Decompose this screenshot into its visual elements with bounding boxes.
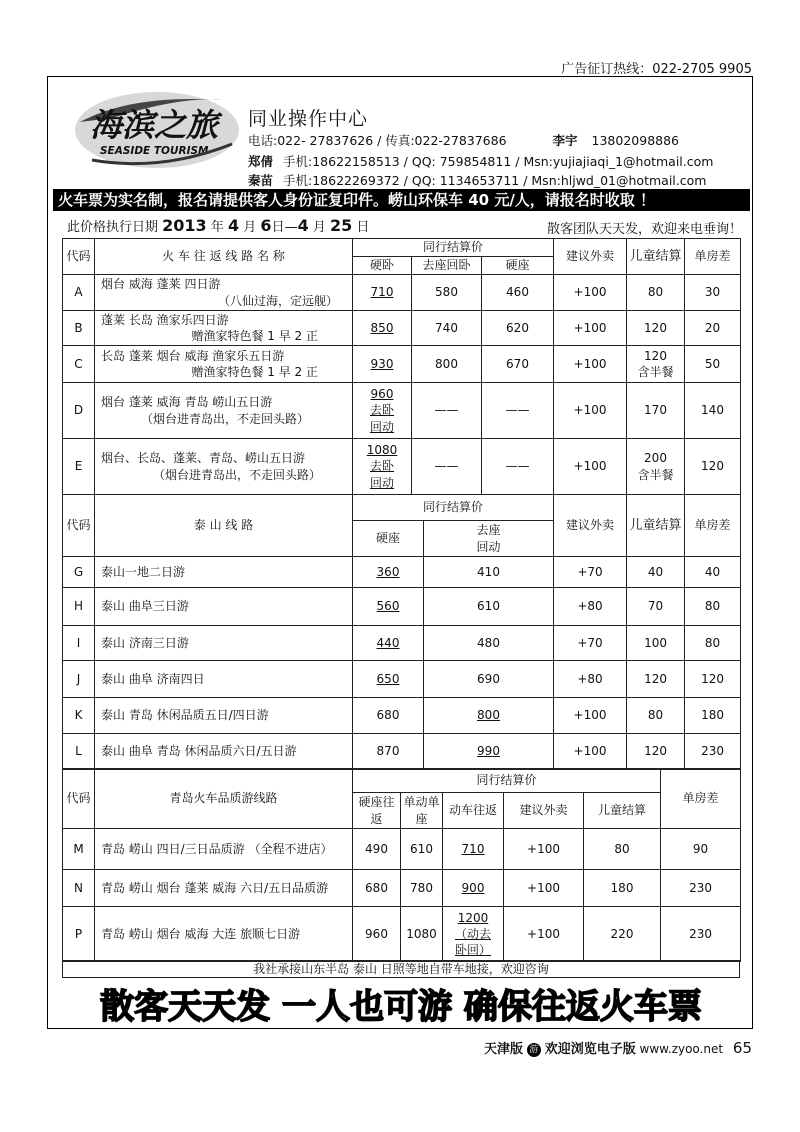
header-sleeper: 硬卧 xyxy=(353,257,412,275)
brand-en: SEASIDE TOURISM xyxy=(100,145,209,157)
row-code: E xyxy=(63,439,95,495)
price-seat: 960 xyxy=(353,907,401,962)
date-year: 2013 xyxy=(162,216,207,235)
price-retail: +80 xyxy=(554,661,627,698)
row-code: M xyxy=(63,829,95,870)
notice-banner: 火车票为实名制，报名请提供客人身份证复印件。崂山环保车 40 元/人，请报名时收取 ！ xyxy=(53,189,750,211)
price-bullet: 900 xyxy=(443,870,504,907)
slogan-banner xyxy=(62,984,740,1026)
page-number: 65 xyxy=(732,1039,752,1057)
price-single: 230 xyxy=(661,907,741,962)
price-sleeper: 1080 xyxy=(366,443,398,458)
header-child: 儿童结算 xyxy=(627,239,685,275)
header-retail: 建议外卖 xyxy=(554,239,627,275)
price-mixed: 610 xyxy=(424,588,554,626)
row-code: N xyxy=(63,870,95,907)
price-mixed: 480 xyxy=(424,626,554,661)
price-mixed: —— xyxy=(412,439,482,495)
price-sleeper: 710 xyxy=(353,275,412,311)
header-retail: 建议外卖 xyxy=(504,793,584,829)
route-note: （烟台进青岛出，不走回头路） xyxy=(141,411,310,426)
table-row xyxy=(63,626,741,661)
price-child: 120 xyxy=(627,311,685,346)
price-retail: +80 xyxy=(554,588,627,626)
price-retail: +100 xyxy=(504,870,584,907)
price-seat: 680 xyxy=(353,870,401,907)
header-bullet-return: 动车往返 xyxy=(443,793,504,829)
price-solo: 1080 xyxy=(401,907,443,962)
header-route-name: 火 车 往 返 线 路 名 称 xyxy=(95,239,353,275)
route-name: 泰山一地二日游 xyxy=(95,557,353,588)
contact-name-qin: 秦苗 xyxy=(248,173,274,188)
route-name: 青岛 崂山 烟台 蓬莱 威海 六日/五日品质游 xyxy=(95,870,353,907)
contact-phone-li: 13802098886 xyxy=(591,133,680,148)
price-single: 230 xyxy=(661,870,741,907)
header-peer-price: 同行结算价 xyxy=(353,495,554,521)
price-mixed: 740 xyxy=(412,311,482,346)
price-seat: 680 xyxy=(353,698,424,734)
price-single: 120 xyxy=(685,439,741,495)
date-prefix: 此价格执行日期 xyxy=(67,220,159,235)
price-retail: +70 xyxy=(554,557,627,588)
price-validity: 此价格执行日期 2013 年 4 月 6日—4 月 25 日 xyxy=(67,216,370,235)
price-solo: 780 xyxy=(401,870,443,907)
header-peer-price: 同行结算价 xyxy=(353,769,661,793)
price-child: 200 xyxy=(644,451,667,466)
price-child: 80 xyxy=(627,698,685,734)
header-hard-seat: 硬座 xyxy=(482,257,554,275)
price-sleeper: 930 xyxy=(353,346,412,383)
route-note: （烟台进青岛出，不走回头路） xyxy=(153,467,322,482)
price-child: 120 xyxy=(627,734,685,770)
header-hard-seat: 硬座 xyxy=(353,521,424,557)
table-row xyxy=(63,311,741,346)
price-sleeper-note: 去卧 xyxy=(369,459,394,474)
price-seat: 460 xyxy=(482,275,554,311)
price-mixed: 690 xyxy=(424,661,554,698)
route-note: （八仙过海，定远舰） xyxy=(217,293,338,308)
price-sleeper-note2: 回动 xyxy=(369,419,394,434)
row-code: H xyxy=(63,588,95,626)
price-retail: +100 xyxy=(554,439,627,495)
price-single: 80 xyxy=(685,588,741,626)
row-code: J xyxy=(63,661,95,698)
date-ri: 日— xyxy=(271,220,298,235)
header-seat-return: 硬座往返 xyxy=(353,793,401,829)
route-name: 泰山 曲阜三日游 xyxy=(95,588,353,626)
header-single: 单房差 xyxy=(685,495,741,557)
route-name: 青岛 崂山 四日/三日品质游 （全程不进店） xyxy=(95,829,353,870)
price-single: 80 xyxy=(685,626,741,661)
price-retail: +100 xyxy=(554,311,627,346)
price-single: 230 xyxy=(685,734,741,770)
brand-badge-icon: 游 xyxy=(527,1043,541,1057)
table-row xyxy=(63,698,741,734)
price-child: 170 xyxy=(627,383,685,439)
route-name: 烟台 威海 蓬莱 四日游 xyxy=(101,277,221,292)
qingdao-routes-table xyxy=(62,768,741,962)
table-row xyxy=(63,870,741,907)
price-sleeper-note: 去卧 xyxy=(369,403,394,418)
train-routes-table xyxy=(62,238,741,495)
header-code: 代码 xyxy=(63,495,95,557)
contact-phone-row xyxy=(248,131,679,149)
price-seat: 490 xyxy=(353,829,401,870)
row-code: P xyxy=(63,907,95,962)
contact-zheng-row xyxy=(248,152,713,170)
table-row xyxy=(63,829,741,870)
route-name: 烟台 蓬莱 威海 青岛 崂山五日游 xyxy=(101,395,273,410)
route-note: 赠渔家特色餐 1 早 2 正 xyxy=(191,365,318,379)
header-code: 代码 xyxy=(63,769,95,829)
route-name: 长岛 蓬莱 烟台 威海 渔家乐五日游 xyxy=(101,348,285,363)
price-retail: +100 xyxy=(554,734,627,770)
header-child: 儿童结算 xyxy=(627,495,685,557)
route-name: 蓬莱 长岛 渔家乐四日游 xyxy=(101,312,229,327)
price-retail: +100 xyxy=(554,275,627,311)
invite-text: 散客团队天天发，欢迎来电垂询！ xyxy=(546,222,742,237)
header-peer-price: 同行结算价 xyxy=(353,239,554,257)
footer-browse: 欢迎浏览电子版 xyxy=(544,1042,636,1057)
ad-hotline: 广告征订热线：022-2705 9905 xyxy=(561,62,752,77)
price-child: 80 xyxy=(584,829,661,870)
price-retail: +100 xyxy=(504,829,584,870)
row-code: G xyxy=(63,557,95,588)
date-ri-end: 日 xyxy=(356,220,370,235)
row-code: C xyxy=(63,346,95,383)
page-footer xyxy=(484,1038,752,1057)
route-name: 烟台、长岛、蓬莱、青岛、崂山五日游 xyxy=(101,451,306,466)
price-single: 120 xyxy=(685,661,741,698)
price-child: 100 xyxy=(627,626,685,661)
table-row xyxy=(63,275,741,311)
price-child: 120 xyxy=(644,348,667,363)
table-row xyxy=(63,907,741,962)
table-row xyxy=(63,346,741,383)
row-code: L xyxy=(63,734,95,770)
taishan-routes-table xyxy=(62,494,741,770)
date-month-end: 4 xyxy=(297,216,309,235)
brand-cn: 海滨之旅 xyxy=(90,106,219,144)
price-seat: —— xyxy=(482,439,554,495)
row-code: K xyxy=(63,698,95,734)
price-single: 50 xyxy=(685,346,741,383)
price-seat: 560 xyxy=(353,588,424,626)
header-single: 单房差 xyxy=(661,769,741,829)
ground-service-note: 我社承接山东半岛 泰山 日照等地自带车地接，欢迎咨询 xyxy=(62,960,740,978)
price-single: 140 xyxy=(685,383,741,439)
price-child: 70 xyxy=(627,588,685,626)
row-code: D xyxy=(63,383,95,439)
price-seat: 360 xyxy=(353,557,424,588)
price-bullet: 1200 xyxy=(457,910,489,925)
price-seat: 870 xyxy=(353,734,424,770)
table-row xyxy=(63,383,741,439)
header-seat-go: 去座 xyxy=(476,523,501,538)
brand-logo xyxy=(72,88,242,170)
child-meal-note: 含半餐 xyxy=(637,467,674,482)
price-retail: +100 xyxy=(554,383,627,439)
price-single: 20 xyxy=(685,311,741,346)
price-mixed: 990 xyxy=(424,734,554,770)
route-name: 泰山 曲阜 济南四日 xyxy=(95,661,353,698)
header-single: 单房差 xyxy=(685,239,741,275)
table-row xyxy=(63,588,741,626)
footer-edition: 天津版 xyxy=(484,1042,524,1057)
price-child: 220 xyxy=(584,907,661,962)
header-retail: 建议外卖 xyxy=(554,495,627,557)
price-seat: 670 xyxy=(482,346,554,383)
child-meal-note: 含半餐 xyxy=(637,365,674,379)
contact-qin-row xyxy=(248,171,706,189)
center-title: 同业操作中心 xyxy=(248,108,369,130)
row-code: B xyxy=(63,311,95,346)
date-month-start: 4 xyxy=(227,216,240,235)
price-single: 40 xyxy=(685,557,741,588)
route-note: 赠渔家特色餐 1 早 2 正 xyxy=(191,329,318,343)
price-child: 80 xyxy=(627,275,685,311)
header-code: 代码 xyxy=(63,239,95,275)
contact-info-qin: 手机:18622269372 / QQ: 1134653711 / Msn:hljwd_01@hotmail.com xyxy=(283,173,707,188)
contact-name-zheng: 郑倩 xyxy=(248,154,274,169)
header-solo-seat: 单动单座 xyxy=(401,793,443,829)
price-child: 120 xyxy=(627,661,685,698)
header-seat-sleeper: 去座回卧 xyxy=(412,257,482,275)
footer-site-link[interactable]: www.zyoo.net xyxy=(639,1042,724,1056)
price-mixed: 580 xyxy=(412,275,482,311)
price-single: 180 xyxy=(685,698,741,734)
phone-fax: 电话:022- 27837626 / 传真:022-27837686 xyxy=(248,133,507,148)
price-seat: 650 xyxy=(353,661,424,698)
slogan-text: 散客天天发 一人也可游 确保往返火车票 xyxy=(100,987,702,1026)
header-route-name: 青岛火车品质游线路 xyxy=(95,769,353,829)
route-name: 泰山 曲阜 青岛 休闲品质六日/五日游 xyxy=(95,734,353,770)
table-row xyxy=(63,557,741,588)
date-nian: 年 xyxy=(210,220,224,235)
price-mixed: 410 xyxy=(424,557,554,588)
price-retail: +100 xyxy=(504,907,584,962)
price-bullet-note2: 卧回） xyxy=(454,943,491,958)
row-code: I xyxy=(63,626,95,661)
route-name: 泰山 济南三日游 xyxy=(95,626,353,661)
price-single: 30 xyxy=(685,275,741,311)
price-solo: 610 xyxy=(401,829,443,870)
contact-name-li: 李宇 xyxy=(552,133,578,148)
price-child: 180 xyxy=(584,870,661,907)
price-child: 40 xyxy=(627,557,685,588)
price-sleeper: 960 xyxy=(370,387,394,402)
price-seat: —— xyxy=(482,383,554,439)
row-code: A xyxy=(63,275,95,311)
route-name: 青岛 崂山 烟台 威海 大连 旅顺七日游 xyxy=(95,907,353,962)
price-retail: +100 xyxy=(554,346,627,383)
price-single: 90 xyxy=(661,829,741,870)
price-bullet-note: （动去 xyxy=(454,926,491,941)
date-day-start: 6 xyxy=(260,216,272,235)
price-retail: +100 xyxy=(554,698,627,734)
price-mixed: —— xyxy=(412,383,482,439)
header-route-name: 泰 山 线 路 xyxy=(95,495,353,557)
price-mixed: 800 xyxy=(412,346,482,383)
table-row xyxy=(63,734,741,770)
date-yue: 月 xyxy=(243,220,257,235)
date-day-end: 25 xyxy=(330,216,353,235)
price-seat: 440 xyxy=(353,626,424,661)
price-seat: 620 xyxy=(482,311,554,346)
price-sleeper: 850 xyxy=(353,311,412,346)
header-bullet-return: 回动 xyxy=(476,539,501,554)
price-mixed: 800 xyxy=(424,698,554,734)
header-child: 儿童结算 xyxy=(584,793,661,829)
table-row xyxy=(63,661,741,698)
route-name: 泰山 青岛 休闲品质五日/四日游 xyxy=(95,698,353,734)
price-retail: +70 xyxy=(554,626,627,661)
price-sleeper-note2: 回动 xyxy=(369,475,394,490)
contact-info-zheng: 手机:18622158513 / QQ: 759854811 / Msn:yujiajiaqi_1@hotmail.com xyxy=(283,154,714,169)
price-bullet: 710 xyxy=(443,829,504,870)
table-row xyxy=(63,439,741,495)
